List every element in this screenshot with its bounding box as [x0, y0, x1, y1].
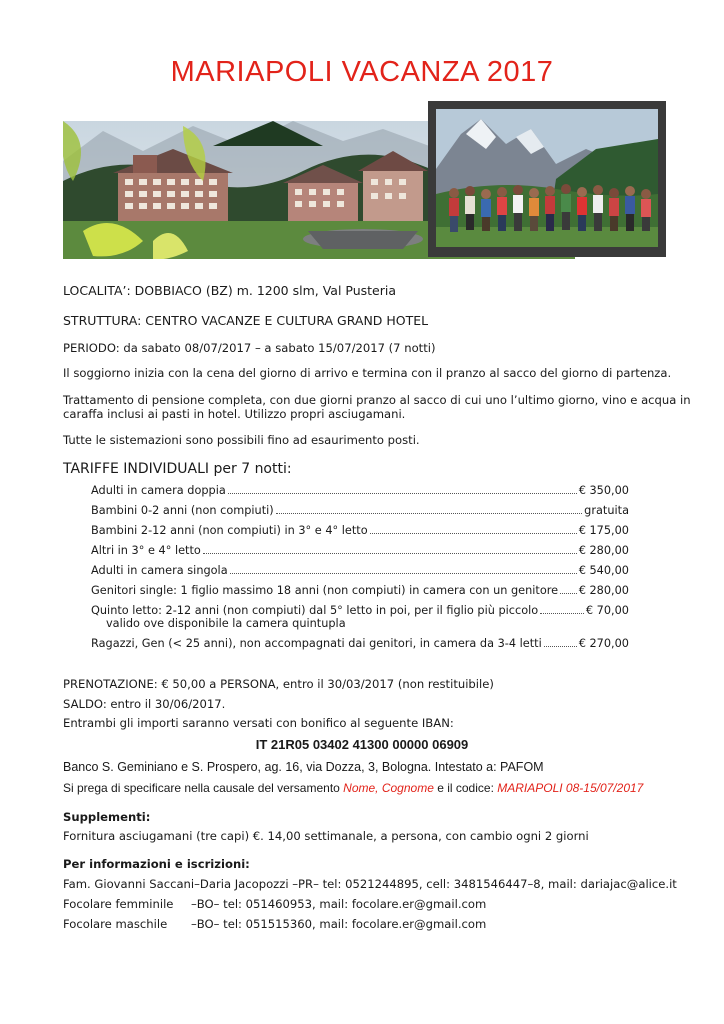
tariff-label: Adulti in camera doppia	[91, 484, 226, 497]
tariff-price: € 270,00	[578, 637, 629, 650]
tariff-price: € 540,00	[578, 564, 629, 577]
contact-masc-label: Focolare maschile	[63, 917, 168, 931]
leader-dots	[370, 533, 577, 534]
tariff-row	[91, 584, 629, 598]
tariff-label: Bambini 0-2 anni (non compiuti)	[91, 504, 274, 517]
causale-mid: e il codice:	[433, 781, 498, 795]
tariff-price: € 280,00	[578, 584, 629, 597]
contatti-heading: Per informazioni e iscrizioni:	[63, 857, 250, 871]
tariff-row	[91, 524, 629, 538]
prenotazione-text: PRENOTAZIONE: € 50,00 a PERSONA, entro il 30/03/2017 (non restituibile)	[63, 677, 494, 691]
leader-dots	[203, 553, 577, 554]
tariff-row	[91, 564, 629, 578]
contact-femm-label: Focolare femminile	[63, 897, 174, 911]
tariff-row	[91, 504, 629, 518]
group-photo-frame	[428, 101, 666, 257]
supplementi-heading: Supplementi:	[63, 810, 151, 824]
leader-dots	[230, 573, 577, 574]
tariff-price: € 70,00	[585, 604, 629, 617]
trattamento-line-1: Trattamento di pensione completa, con due giorni pranzo al sacco di cui uno l’ultimo giorno, vino e acqua in	[63, 393, 691, 407]
leader-dots	[560, 593, 577, 594]
leader-dots	[276, 513, 582, 514]
causale-text	[63, 781, 643, 795]
tariff-price: € 280,00	[578, 544, 629, 557]
tariff-row	[91, 544, 629, 558]
tariff-label: Altri in 3° e 4° letto	[91, 544, 201, 557]
tariff-label: Genitori single: 1 figlio massimo 18 anni (non compiuti) in camera con un genitore	[91, 584, 559, 597]
localita-text: LOCALITA’: DOBBIACO (BZ) m. 1200 slm, Val Pusteria	[63, 283, 397, 298]
iban-code: IT 21R05 03402 41300 00000 06909	[255, 737, 469, 752]
contact-family: Fam. Giovanni Saccani–Daria Jacopozzi –PR– tel: 0521244895, cell: 3481546447–8, mail: dariajac@alice.it	[63, 877, 677, 891]
tariff-price: € 175,00	[578, 524, 629, 537]
tariff-label: Bambini 2-12 anni (non compiuti) in 3° e 4° letto	[91, 524, 368, 537]
tariff-row	[91, 637, 629, 651]
leader-dots	[540, 613, 584, 614]
tariff-label: Quinto letto: 2-12 anni (non compiuti) dal 5° letto in poi, per il figlio più piccolo	[91, 604, 539, 617]
tariff-price: € 350,00	[578, 484, 629, 497]
tariff-row	[91, 604, 629, 618]
contact-masc-info: –BO– tel: 051515360, mail: focolare.er@gmail.com	[191, 917, 487, 931]
tariff-label: Ragazzi, Gen (< 25 anni), non accompagnati dai genitori, in camera da 3-4 letti	[91, 637, 542, 650]
tariff-row	[91, 484, 629, 498]
causale-code: MARIAPOLI 08-15/07/2017	[497, 781, 644, 795]
causale-prefix: Si prega di specificare nella causale del versamento	[63, 781, 344, 795]
bank-text: Banco S. Geminiano e S. Prospero, ag. 16, via Dozza, 3, Bologna. Intestato a: PAFOM	[63, 760, 544, 774]
tariff-label: Adulti in camera singola	[91, 564, 228, 577]
causale-name: Nome, Cognome	[343, 781, 434, 795]
supplementi-text: Fornitura asciugamani (tre capi) €. 14,00 settimanale, a persona, con cambio ogni 2 giorni	[63, 829, 589, 843]
struttura-text: STRUTTURA: CENTRO VACANZE E CULTURA GRAND HOTEL	[63, 313, 429, 328]
trattamento-line-2: caraffa inclusi ai pasti in hotel. Utilizzo propri asciugamani.	[63, 407, 406, 421]
leader-dots	[228, 493, 577, 494]
tariffe-heading: TARIFFE INDIVIDUALI per 7 notti:	[63, 461, 292, 477]
tariff-subnote: valido ove disponibile la camera quintupla	[106, 617, 346, 630]
leader-dots	[544, 646, 577, 647]
page-title: MARIAPOLI VACANZA 2017	[170, 56, 554, 88]
soggiorno-text: Il soggiorno inizia con la cena del giorno di arrivo e termina con il pranzo al sacco del giorno di partenza.	[63, 366, 672, 380]
group-photo	[436, 109, 658, 247]
periodo-text: PERIODO: da sabato 08/07/2017 – a sabato 15/07/2017 (7 notti)	[63, 341, 436, 355]
entrambi-text: Entrambi gli importi saranno versati con bonifico al seguente IBAN:	[63, 716, 454, 730]
tariff-price: gratuita	[584, 504, 629, 517]
contact-femm-info: –BO– tel: 051460953, mail: focolare.er@gmail.com	[191, 897, 487, 911]
sistemazioni-text: Tutte le sistemazioni sono possibili fino ad esaurimento posti.	[63, 433, 420, 447]
saldo-text: SALDO: entro il 30/06/2017.	[63, 697, 226, 711]
